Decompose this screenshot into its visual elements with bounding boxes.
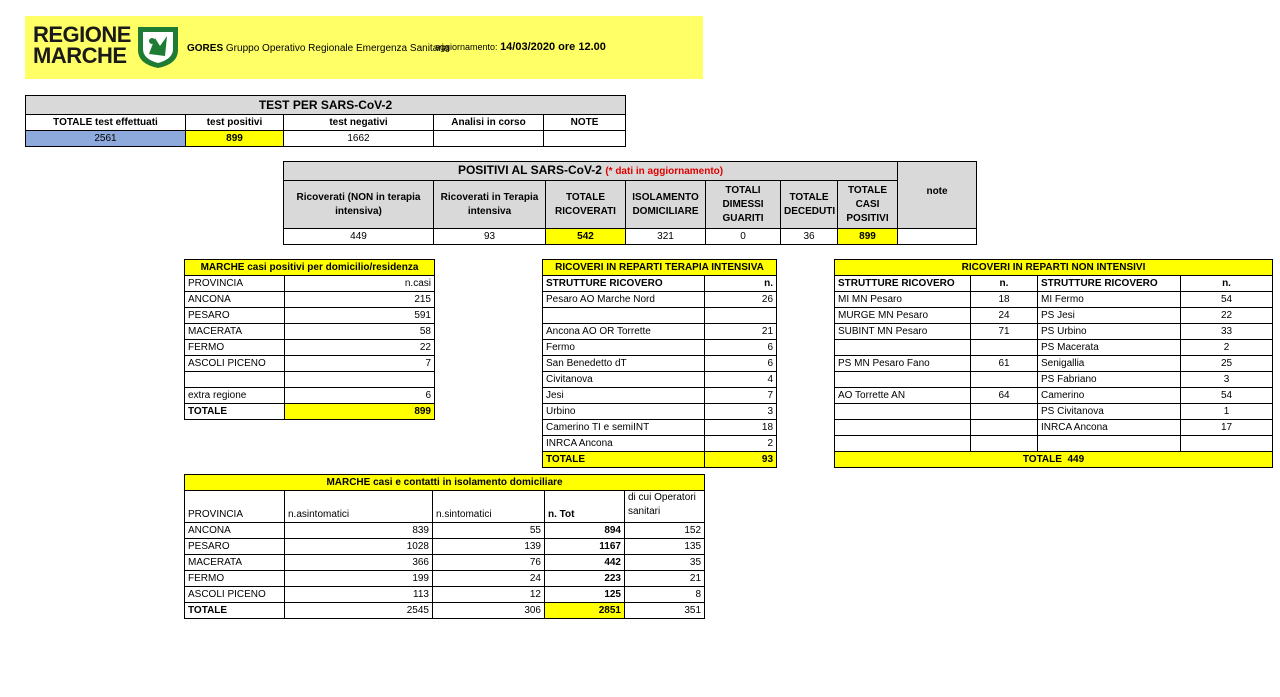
non-intensivi-title: RICOVERI IN REPARTI NON INTENSIVI [835,260,1273,276]
row-label: Camerino [1038,388,1181,404]
table-row [835,388,1273,404]
table-row [835,324,1273,340]
row-label: PS Urbino [1038,324,1181,340]
row-value: 54 [1181,388,1273,404]
row-value: 24 [971,308,1038,324]
row-label: INRCA Ancona [543,436,705,452]
row-value [971,404,1038,420]
row-value: 17 [1181,420,1273,436]
total-value: 93 [705,452,777,468]
tests-header: test negativi [284,115,434,131]
row-value [705,308,777,324]
positivi-table [283,161,977,245]
table-row [543,308,777,324]
row-label: San Benedetto dT [543,356,705,372]
row-label [835,420,971,436]
non-intensivi-header: n. [971,276,1038,292]
row-value: 125 [545,587,625,603]
tests-positive-value: 899 [186,131,284,147]
row-label: Senigallia [1038,356,1181,372]
table-row [543,356,777,372]
total-row [835,452,1273,468]
table-row [543,324,777,340]
row-value: 71 [971,324,1038,340]
row-value: 21 [625,571,705,587]
intensiva-col2: n. [705,276,777,292]
row-value: 6 [705,356,777,372]
table-row [835,292,1273,308]
domicilio-col2: n.casi [285,276,435,292]
table-row [835,436,1273,452]
row-value: 22 [1181,308,1273,324]
row-label [1038,436,1181,452]
row-label: extra regione [185,388,285,404]
tests-table [25,95,626,147]
non-intensivi-header: STRUTTURE RICOVERO [1038,276,1181,292]
isolamento-header: n.sintomatici [433,491,545,523]
row-label: SUBINT MN Pesaro [835,324,971,340]
table-row [185,324,435,340]
row-value: 2 [1181,340,1273,356]
row-value: 58 [285,324,435,340]
total-value: 306 [433,603,545,619]
total-label: TOTALE [1022,454,1062,465]
update-label: aggiornamento: [435,42,498,52]
positivi-header: TOTALE DECEDUTI [781,181,838,229]
row-value: 894 [545,523,625,539]
row-value [971,372,1038,388]
row-label: Civitanova [543,372,705,388]
row-label: MI MN Pesaro [835,292,971,308]
gores-label [187,43,449,54]
tests-header: test positivi [186,115,284,131]
row-label [835,340,971,356]
table-row [835,356,1273,372]
row-value: 6 [705,340,777,356]
intensiva-col1: STRUTTURE RICOVERO [543,276,705,292]
positivi-value: 93 [434,229,546,245]
total-row [185,404,435,420]
non-intensivi-header: STRUTTURE RICOVERO [835,276,971,292]
table-row [543,388,777,404]
isolamento-header: n. Tot [545,491,625,523]
positivi-header: Ricoverati in Terapia intensiva [434,181,546,229]
positivi-value: 0 [706,229,781,245]
table-row [185,523,705,539]
table-row [543,292,777,308]
table-row [185,372,435,388]
table-row [185,555,705,571]
row-value: 1167 [545,539,625,555]
table-row [185,340,435,356]
row-value: 35 [625,555,705,571]
row-label: MURGE MN Pesaro [835,308,971,324]
row-label [835,372,971,388]
header-banner [25,16,703,79]
row-value: 135 [625,539,705,555]
positivi-value: 542 [546,229,626,245]
row-value: 76 [433,555,545,571]
row-label: PS Macerata [1038,340,1181,356]
table-row [543,372,777,388]
row-value: 113 [285,587,433,603]
positivi-value [898,229,977,245]
domicilio-title: MARCHE casi positivi per domicilio/residenza [185,260,435,276]
table-row [543,420,777,436]
row-value: 7 [705,388,777,404]
positivi-header: TOTALE CASI POSITIVI [838,181,898,229]
row-value: 25 [1181,356,1273,372]
row-label: ASCOLI PICENO [185,587,285,603]
tests-note-value [544,131,626,147]
row-label: PESARO [185,539,285,555]
tests-pending-value [434,131,544,147]
row-value: 18 [705,420,777,436]
positivi-title-note: (* dati in aggiornamento) [605,166,724,177]
row-value: 64 [971,388,1038,404]
positivi-header: TOTALE RICOVERATI [546,181,626,229]
total-row [185,603,705,619]
non-intensivi-table [834,259,1273,468]
gores-bold: GORES [187,43,224,54]
total-value: 899 [285,404,435,420]
row-value: 1028 [285,539,433,555]
row-label [835,404,971,420]
table-row [543,340,777,356]
row-value: 3 [705,404,777,420]
non-intensivi-header: n. [1181,276,1273,292]
row-value: 4 [705,372,777,388]
intensiva-table [542,259,777,468]
isolamento-table [184,474,705,619]
row-value: 54 [1181,292,1273,308]
tests-title: TEST PER SARS-CoV-2 [26,96,626,115]
tests-negative-value: 1662 [284,131,434,147]
row-label: Pesaro AO Marche Nord [543,292,705,308]
table-row [835,308,1273,324]
row-value: 442 [545,555,625,571]
tests-header: TOTALE test effettuati [26,115,186,131]
total-cell [835,452,1273,468]
row-value: 55 [433,523,545,539]
row-label: PS Fabriano [1038,372,1181,388]
row-value: 152 [625,523,705,539]
positivi-value: 449 [284,229,434,245]
row-label: Fermo [543,340,705,356]
row-label: INRCA Ancona [1038,420,1181,436]
row-label: FERMO [185,340,285,356]
tests-total-value: 2561 [26,131,186,147]
isolamento-header: di cui Operatori sanitari [625,491,705,523]
row-value: 839 [285,523,433,539]
row-value: 591 [285,308,435,324]
logo-line1: REGIONE [33,22,131,47]
row-label: PESARO [185,308,285,324]
row-value: 3 [1181,372,1273,388]
row-value: 26 [705,292,777,308]
row-value: 199 [285,571,433,587]
total-row [543,452,777,468]
table-row [185,356,435,372]
table-row [835,372,1273,388]
domicilio-table [184,259,435,420]
row-label: Camerino TI e semiINT [543,420,705,436]
row-label: ANCONA [185,523,285,539]
row-label: FERMO [185,571,285,587]
positivi-header: TOTALI DIMESSI GUARITI [706,181,781,229]
row-value [285,372,435,388]
row-label [543,308,705,324]
table-row [185,587,705,603]
table-row [185,308,435,324]
total-value: 2545 [285,603,433,619]
isolamento-title: MARCHE casi e contatti in isolamento domiciliare [185,475,705,491]
row-value: 223 [545,571,625,587]
row-label: ANCONA [185,292,285,308]
row-value: 139 [433,539,545,555]
logo-line2: MARCHE [33,43,127,68]
positivi-title: POSITIVI AL SARS-CoV-2 [457,163,602,177]
row-label: ASCOLI PICENO [185,356,285,372]
row-value: 366 [285,555,433,571]
row-value: 22 [285,340,435,356]
row-value: 215 [285,292,435,308]
positivi-value: 36 [781,229,838,245]
row-value: 1 [1181,404,1273,420]
tests-header: NOTE [544,115,626,131]
row-label: PS MN Pesaro Fano [835,356,971,372]
positivi-value: 321 [626,229,706,245]
row-value: 61 [971,356,1038,372]
row-label: MI Fermo [1038,292,1181,308]
row-label [185,372,285,388]
row-value [971,420,1038,436]
row-value: 33 [1181,324,1273,340]
row-label: MACERATA [185,555,285,571]
table-row [543,404,777,420]
row-value [971,340,1038,356]
positivi-header: Ricoverati (NON in terapia intensiva) [284,181,434,229]
row-value [971,436,1038,452]
table-row [835,340,1273,356]
row-value: 18 [971,292,1038,308]
row-label: Urbino [543,404,705,420]
update-value: 14/03/2020 ore 12.00 [500,41,606,53]
positivi-value: 899 [838,229,898,245]
update-info [435,41,606,53]
total-label: TOTALE [543,452,705,468]
row-value: 21 [705,324,777,340]
table-row [185,292,435,308]
total-label: TOTALE [185,404,285,420]
row-label: MACERATA [185,324,285,340]
total-value: 2851 [545,603,625,619]
isolamento-header: n.asintomatici [285,491,433,523]
row-label [835,436,971,452]
intensiva-title: RICOVERI IN REPARTI TERAPIA INTENSIVA [543,260,777,276]
table-row [185,539,705,555]
tests-header: Analisi in corso [434,115,544,131]
row-label: AO Torrette AN [835,388,971,404]
row-label: Jesi [543,388,705,404]
row-value: 8 [625,587,705,603]
row-label: PS Jesi [1038,308,1181,324]
total-label: TOTALE [185,603,285,619]
table-row [185,388,435,404]
row-value [1181,436,1273,452]
row-value: 24 [433,571,545,587]
table-row [185,571,705,587]
table-row [835,420,1273,436]
row-value: 2 [705,436,777,452]
row-label: PS Civitanova [1038,404,1181,420]
gores-text: Gruppo Operativo Regionale Emergenza Sanitaria [225,43,450,54]
row-value: 12 [433,587,545,603]
total-value: 351 [625,603,705,619]
table-row [835,404,1273,420]
total-value: 449 [1067,454,1085,465]
domicilio-col1: PROVINCIA [185,276,285,292]
row-label: Ancona AO OR Torrette [543,324,705,340]
table-row [543,436,777,452]
positivi-title-cell [284,162,898,181]
regione-marche-logo [33,24,131,66]
row-value: 7 [285,356,435,372]
regione-emblem-icon [135,24,181,70]
positivi-header: ISOLAMENTO DOMICILIARE [626,181,706,229]
isolamento-header: PROVINCIA [185,491,285,523]
positivi-header-note: note [898,162,977,229]
row-value: 6 [285,388,435,404]
